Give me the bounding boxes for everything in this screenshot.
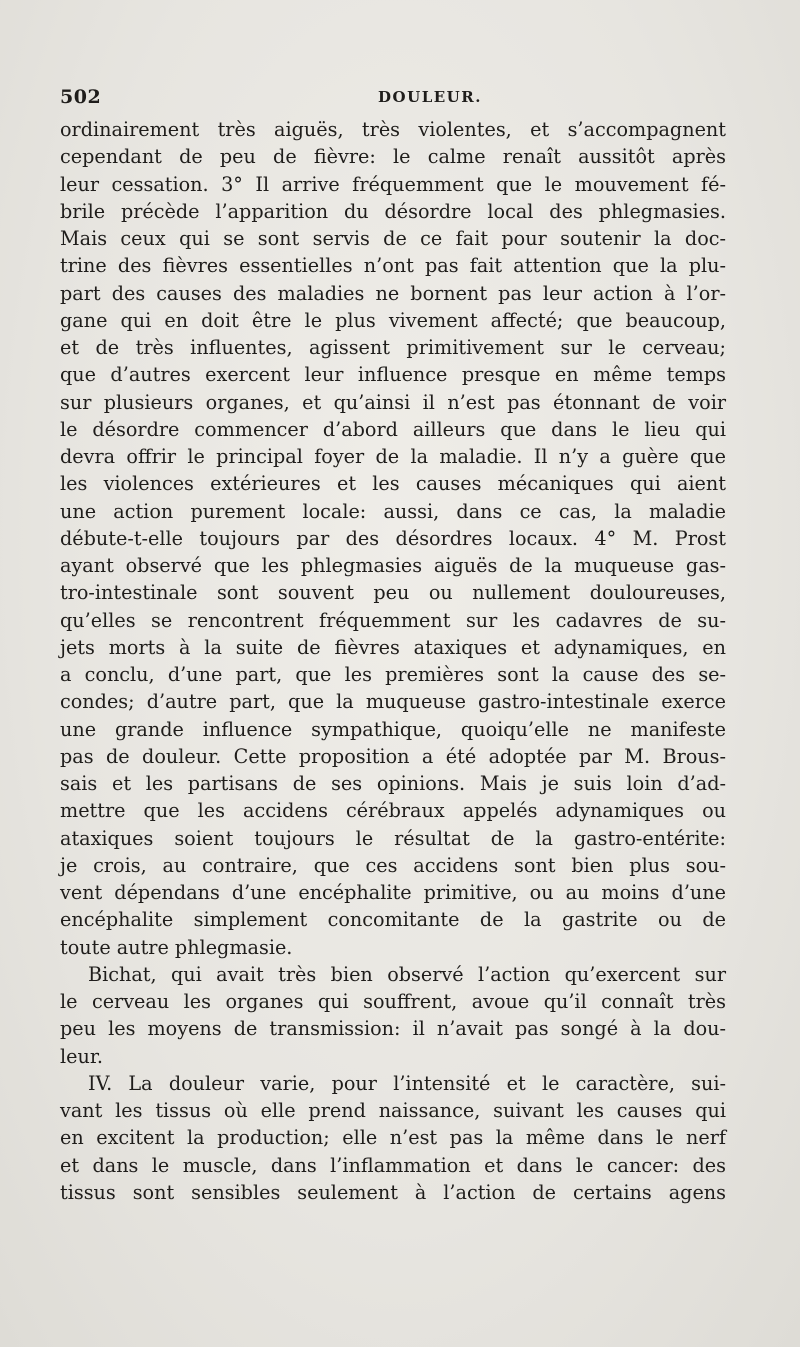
text-line: pas de douleur. Cette proposition a été adoptée par M. Brous- [60,744,726,768]
page-number: 502 [60,86,102,108]
text-line: ataxiques soient toujours le résultat de la gastro-entérite: [60,826,726,850]
text-line: en excitent la production; elle n’est pas la même dans le nerf [60,1126,726,1150]
text-line: le cerveau les organes qui souffrent, avoue qu’il connaît très [60,990,726,1013]
text-line: devra offrir le principal foyer de la maladie. Il n’y a guère que [60,445,726,468]
text-line: et de très influentes, agissent primitivement sur le cerveau; [60,336,726,359]
page-header [60,86,730,112]
text-line: a conclu, d’une part, que les premières sont la cause des se- [60,663,726,686]
text-line: Mais ceux qui se sont servis de ce fait pour soutenir la doc- [60,227,726,250]
text-line: gane qui en doit être le plus vivement affecté; que beaucoup, [60,308,726,332]
text-line: débute-t-elle toujours par des désordres locaux. 4° M. Prost [60,526,726,550]
text-line: sais et les partisans de ses opinions. Mais je suis loin d’ad- [60,772,726,795]
running-title: DOULEUR. [378,88,482,106]
text-line: leur cessation. 3° Il arrive fréquemment que le mouvement fé- [60,172,726,196]
text-line: encéphalite simplement concomitante de la gastrite ou de [60,908,726,932]
text-line: mettre que les accidens cérébraux appelés adynamiques ou [60,799,726,823]
text-line: vant les tissus où elle prend naissance, suivant les causes qui [60,1099,726,1122]
text-line: jets morts à la suite de fièvres ataxiques et adynamiques, en [60,635,726,659]
text-line: qu’elles se rencontrent fréquemment sur les cadavres de su- [60,608,726,632]
text-line: leur. [60,1044,104,1068]
text-line: les violences extérieures et les causes mécaniques qui aient [60,472,726,496]
text-line: trine des fièvres essentielles n’ont pas fait attention que la plu- [60,254,726,278]
text-line: que d’autres exercent leur influence presque en même temps [60,363,726,387]
body-text [60,116,726,1206]
text-line: et dans le muscle, dans l’inflammation et dans le cancer: des [60,1153,726,1177]
text-line: peu les moyens de transmission: il n’avait pas songé à la dou- [60,1017,726,1041]
text-line: vent dépendans d’une encéphalite primitive, ou au moins d’une [60,881,726,904]
text-line: ordinairement très aiguës, très violentes, et s’accompagnent [60,118,726,141]
text-line: ayant observé que les phlegmasies aiguës de la muqueuse gas- [60,554,726,577]
text-line: tissus sont sensibles seulement à l’action de certains agens [60,1180,726,1204]
text-line: je crois, au contraire, que ces accidens sont bien plus sou- [60,853,726,877]
text-line: tro-intestinale sont souvent peu ou nullement douloureuses, [60,581,726,605]
text-line: une action purement locale: aussi, dans ce cas, la maladie [60,499,726,523]
text-line: le désordre commencer d’abord ailleurs que dans le lieu qui [60,417,726,441]
text-line: brile précède l’apparition du désordre local des phlegmasies. [60,199,726,223]
text-line: sur plusieurs organes, et qu’ainsi il n’est pas étonnant de voir [60,390,726,414]
text-line: condes; d’autre part, que la muqueuse gastro-intestinale exerce [60,690,726,714]
text-line: cependant de peu de fièvre: le calme renaît aussitôt après [60,145,726,169]
section-start-line: IV. La douleur varie, pour l’intensité et le caractère, sui- [88,1071,726,1095]
text-line: part des causes des maladies ne bornent pas leur action à l’or- [60,281,726,305]
text-line: toute autre phlegmasie. [60,935,293,959]
text-line: une grande influence sympathique, quoiqu’elle ne manifeste [60,717,726,741]
paragraph-start-line: Bichat, qui avait très bien observé l’action qu’exercent sur [88,962,726,986]
